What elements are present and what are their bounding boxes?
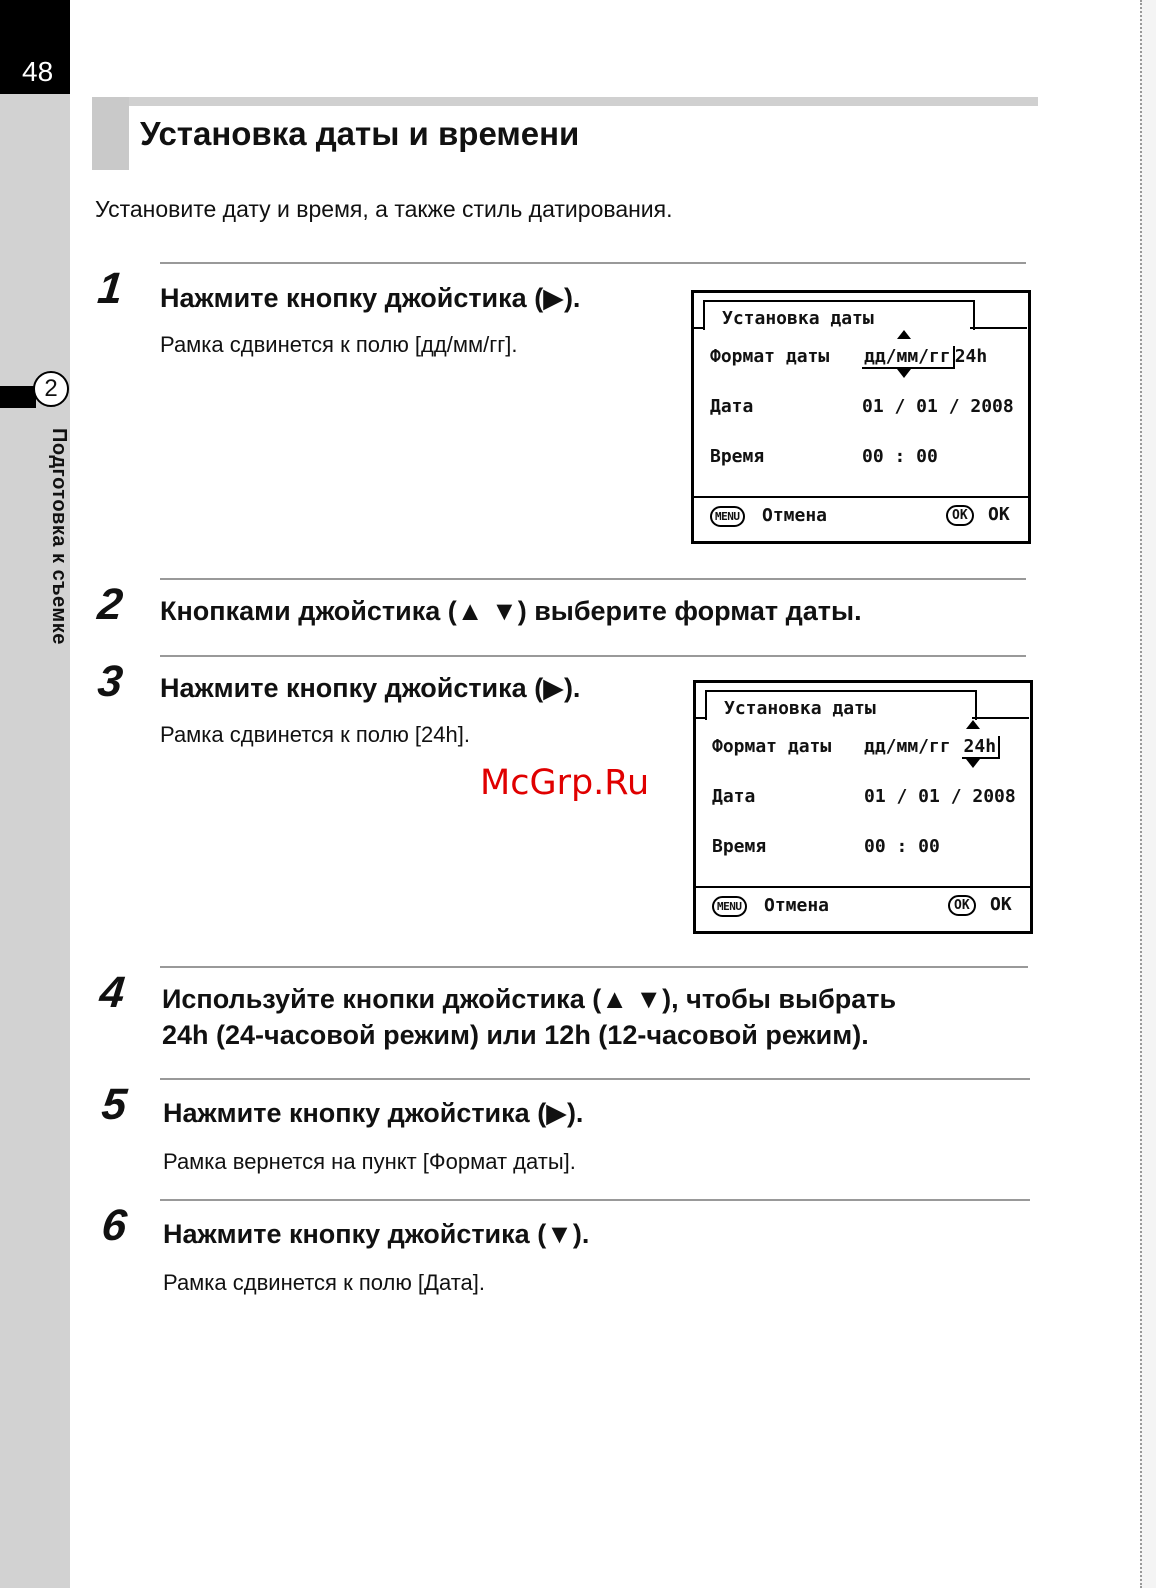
screen-title: Установка даты [724, 698, 876, 719]
step-number: 1 [95, 264, 126, 313]
format-label: Формат даты [710, 346, 830, 367]
up-arrow-icon [966, 720, 980, 729]
time-label: Время [710, 446, 765, 467]
step-title: Кнопками джойстика (▲ ▼) выберите формат даты. [160, 596, 862, 626]
down-arrow-icon [966, 759, 980, 768]
step-number: 2 [95, 580, 126, 629]
header-side-bar [92, 97, 129, 170]
step-number: 6 [99, 1201, 130, 1250]
down-arrow-icon [897, 369, 911, 378]
header-top-bar [92, 97, 1038, 106]
ok-button-icon[interactable]: OK [946, 505, 974, 526]
ok-button-icon[interactable]: OK [948, 895, 976, 916]
chapter-title: Подготовка к съемке [48, 428, 70, 645]
ok-label: OK [990, 894, 1012, 915]
page-number: 48 [22, 56, 54, 87]
time-label: Время [712, 836, 767, 857]
section-header [92, 97, 1038, 170]
format-label: Формат даты [712, 736, 832, 757]
date-value[interactable]: 01 / 01 / 2008 [864, 786, 1016, 807]
time-value[interactable]: 00 : 00 [864, 836, 940, 857]
format-value [862, 346, 987, 367]
up-arrow-icon [897, 330, 911, 339]
step-divider [160, 966, 1028, 968]
hour-mode-field[interactable]: 24h [962, 736, 1001, 759]
step-title: Нажмите кнопку джойстика (▶). [163, 1098, 584, 1128]
step-title: Нажмите кнопку джойстика (▶). [160, 283, 581, 313]
step-description: Рамка сдвинется к полю [дд/мм/гг]. [160, 332, 518, 357]
screen-title: Установка даты [722, 308, 874, 329]
camera-screen [691, 290, 1031, 544]
watermark: McGrp.Ru [480, 763, 650, 803]
step-divider [160, 262, 1026, 264]
intro-text: Установите дату и время, а также стиль датирования. [95, 196, 673, 222]
step-title: Нажмите кнопку джойстика (▶). [160, 673, 581, 703]
step-number: 4 [97, 968, 128, 1017]
step-divider [160, 578, 1026, 580]
cancel-label: Отмена [762, 505, 828, 526]
step-title: Нажмите кнопку джойстика (▼). [163, 1219, 590, 1249]
margin-gray-strip [0, 94, 70, 1588]
cancel-label: Отмена [764, 895, 830, 916]
step-description: Рамка вернется на пункт [Формат даты]. [163, 1149, 576, 1174]
step-title-line1: Используйте кнопки джойстика (▲ ▼), чтобы выбрать [162, 984, 897, 1014]
time-value[interactable]: 00 : 00 [862, 446, 938, 467]
step-divider [160, 655, 1026, 657]
step-divider [160, 1199, 1030, 1201]
format-value [864, 736, 1000, 757]
step-divider [160, 1078, 1030, 1080]
menu-button-icon[interactable]: MENU [712, 896, 747, 917]
date-format-field[interactable]: дд/мм/гг [864, 736, 951, 757]
date-value[interactable]: 01 / 01 / 2008 [862, 396, 1014, 417]
step-title-line2: 24h (24-часовой режим) или 12h (12-часовой режим). [162, 1020, 869, 1050]
step-number: 3 [95, 657, 126, 706]
step-description: Рамка сдвинется к полю [24h]. [160, 722, 470, 747]
page-edge [1140, 0, 1156, 1588]
camera-screen [693, 680, 1033, 934]
hour-mode-field[interactable]: 24h [954, 346, 988, 367]
section-title: Установка даты и времени [140, 115, 580, 152]
menu-button-icon[interactable]: MENU [710, 506, 745, 527]
chapter-number: 2 [33, 371, 69, 407]
ok-label: OK [988, 504, 1010, 525]
chapter-tab-bar [0, 386, 36, 408]
date-label: Дата [712, 786, 756, 807]
step-description: Рамка сдвинется к полю [Дата]. [163, 1270, 485, 1295]
date-format-field[interactable]: дд/мм/гг [862, 346, 955, 369]
step-number: 5 [99, 1080, 130, 1129]
date-label: Дата [710, 396, 754, 417]
